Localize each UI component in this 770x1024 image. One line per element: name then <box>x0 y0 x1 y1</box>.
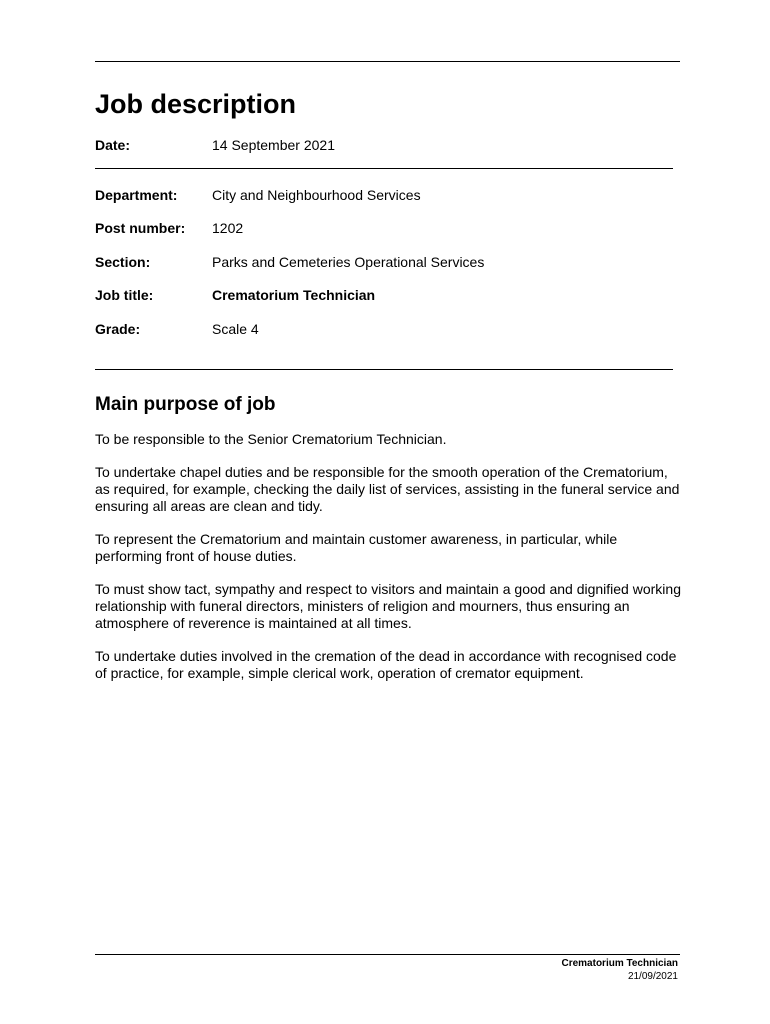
section-value: Parks and Cemeteries Operational Services <box>212 254 485 270</box>
purpose-paragraph: To undertake chapel duties and be responsible for the smooth operation of the Crematorium, as required, for example, checking the daily list of services, assisting in the funeral service and ensuring all areas are clean and tidy. <box>95 464 680 514</box>
date-label: Date: <box>95 137 131 153</box>
date-value: 14 September 2021 <box>212 137 335 153</box>
footer-title: Crematorium Technician <box>561 958 678 969</box>
main-purpose-heading: Main purpose of job <box>95 394 276 415</box>
purpose-paragraph: To undertake duties involved in the cremation of the dead in accordance with recognised code of practice, for example, simple clerical work, operation of cremator equipment. <box>95 648 677 681</box>
date-divider <box>95 168 673 169</box>
footer-date: 21/09/2021 <box>627 971 678 982</box>
grade-label: Grade: <box>95 321 141 337</box>
job-title-label: Job title: <box>95 287 154 303</box>
purpose-paragraph: To must show tact, sympathy and respect to visitors and maintain a good and dignified working relationship with funeral directors, ministers of religion and mourners, thus ensuring an atmosphere of reverence is maintained at all times. <box>95 581 681 631</box>
purpose-paragraph: To represent the Crematorium and maintain customer awareness, in particular, while performing front of house duties. <box>95 531 618 564</box>
post-number-label: Post number: <box>95 220 186 236</box>
grade-value: Scale 4 <box>212 321 259 337</box>
job-title-value: Crematorium Technician <box>212 287 376 303</box>
department-label: Department: <box>95 187 178 203</box>
top-rule <box>95 61 680 62</box>
main-purpose-body <box>95 431 685 698</box>
footer-rule <box>95 954 680 955</box>
post-number-value: 1202 <box>212 220 244 236</box>
page-title: Job description <box>95 89 297 119</box>
page-footer <box>561 957 678 983</box>
details-divider <box>95 369 673 370</box>
section-label: Section: <box>95 254 151 270</box>
purpose-paragraph: To be responsible to the Senior Crematorium Technician. <box>95 431 447 447</box>
department-value: City and Neighbourhood Services <box>212 187 421 203</box>
